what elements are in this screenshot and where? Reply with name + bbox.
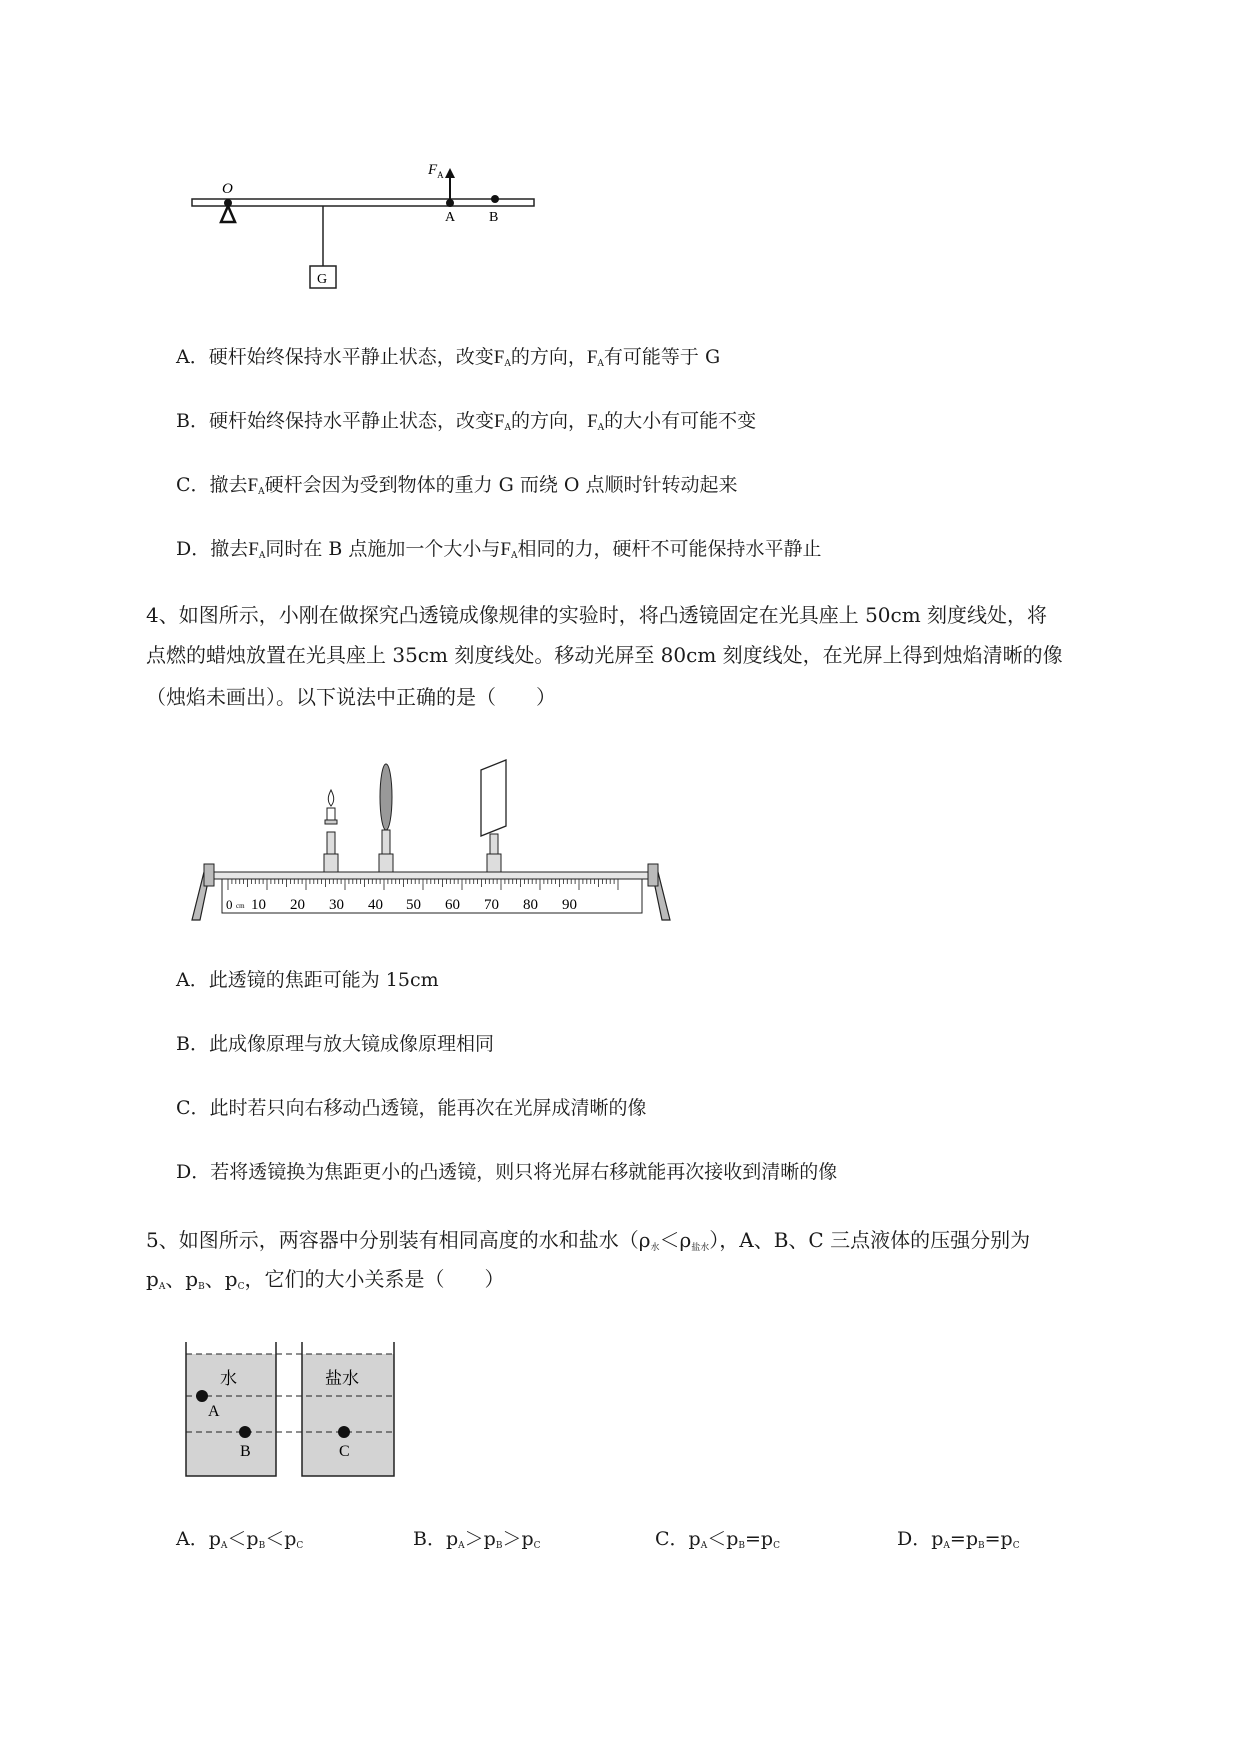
lever-figure — [180, 160, 550, 300]
scale-label-70: 70 — [484, 897, 499, 913]
label-B: B — [489, 210, 499, 225]
scale-label-60: 60 — [445, 897, 460, 913]
screen-holder — [481, 760, 506, 872]
point-A — [196, 1390, 208, 1402]
q4-option-a[interactable]: A．此透镜的焦距可能为 15cm — [176, 969, 439, 991]
q3-option-c[interactable]: C．撤去$F_A$硬杆会因为受到物体的重力 G 而绕 O 点顺时针转动起来 — [176, 474, 738, 497]
scale-label-40: 40 — [368, 897, 383, 913]
containers-figure — [184, 1340, 398, 1480]
pivot-triangle — [221, 206, 235, 222]
point-C — [338, 1426, 350, 1438]
q4-option-b[interactable]: B．此成像原理与放大镜成像原理相同 — [176, 1033, 494, 1055]
label-FA: $F_A$ — [428, 162, 444, 180]
q4-option-d[interactable]: D．若将透镜换为焦距更小的凸透镜，则只将光屏右移就能再次接收到清晰的像 — [176, 1161, 838, 1183]
light-screen — [481, 760, 506, 836]
q5-option-b[interactable]: B．$p_A>p_B>p_C$ — [413, 1528, 541, 1551]
force-arrow-head — [445, 168, 455, 178]
point-A — [446, 199, 454, 207]
point-B — [491, 195, 499, 203]
q3-option-b[interactable]: B．硬杆始终保持水平静止状态，改变$F_A$的方向，$F_A$的大小有可能不变 — [176, 410, 757, 433]
q4-stem-line-1: 4、如图所示，小刚在做探究凸透镜成像规律的实验时，将凸透镜固定在光具座上 50cm 刻度线处，将 — [146, 603, 1048, 627]
label-G: G — [317, 272, 328, 287]
q5-option-d[interactable]: D．$p_A=p_B=p_C$ — [897, 1528, 1020, 1551]
scale-label-cm: cm — [236, 902, 245, 910]
bench-left-end — [204, 864, 214, 886]
label-saltwater: 盐水 — [325, 1369, 359, 1389]
q5-stem-line-1: 5、如图所示，两容器中分别装有相同高度的水和盐水$(\rho_水<\rho_{盐水})$，A、B、C 三点液体的压强分别为 — [146, 1228, 1031, 1253]
q4-stem-line-3: （烛焰未画出）。以下说法中正确的是（ ） — [146, 685, 556, 709]
scale-label-80: 80 — [523, 897, 538, 913]
q5-options — [0, 1524, 1241, 1551]
scale-label-10: 10 — [251, 897, 266, 913]
point-B — [239, 1426, 251, 1438]
label-C: C — [339, 1443, 350, 1460]
q3-option-d[interactable]: D．撤去$F_A$同时在 B 点施加一个大小与$F_A$相同的力，硬杆不可能保持水平静止 — [176, 538, 822, 561]
q4-option-c[interactable]: C．此时若只向右移动凸透镜，能再次在光屏成清晰的像 — [176, 1097, 647, 1119]
label-water: 水 — [220, 1369, 237, 1389]
candle-flame-icon — [328, 790, 333, 806]
q5-option-a[interactable]: A．$p_A<p_B<p_C$ — [176, 1528, 304, 1551]
label-B: B — [240, 1443, 251, 1460]
scale-label-20: 20 — [290, 897, 305, 913]
convex-lens — [380, 764, 392, 830]
scale-label-90: 90 — [562, 897, 577, 913]
optical-bench-figure — [186, 742, 676, 932]
label-O: O — [222, 181, 233, 197]
lens-holder — [379, 764, 393, 872]
q3-option-a[interactable]: A．硬杆始终保持水平静止状态，改变$F_A$的方向，$F_A$有可能等于 G — [176, 346, 721, 369]
bench-right-end — [648, 864, 658, 886]
label-A: A — [445, 210, 456, 225]
q5-stem-line-2: $p_A$、$p_B$、$p_C$，它们的大小关系是（ ） — [146, 1267, 505, 1292]
scale-label-0: 0 — [226, 897, 233, 912]
scale-label-30: 30 — [329, 897, 344, 913]
scale-label-50: 50 — [406, 897, 421, 913]
label-A: A — [208, 1403, 220, 1420]
q4-stem-line-2: 点燃的蜡烛放置在光具座上 35cm 刻度线处。移动光屏至 80cm 刻度线处，在光屏上得到烛焰清晰的像 — [146, 643, 1063, 667]
candle-holder — [324, 790, 338, 872]
lever-bar — [192, 199, 534, 206]
q5-option-c[interactable]: C．$p_A<p_B=p_C$ — [655, 1528, 780, 1551]
bench-rail — [214, 872, 648, 879]
